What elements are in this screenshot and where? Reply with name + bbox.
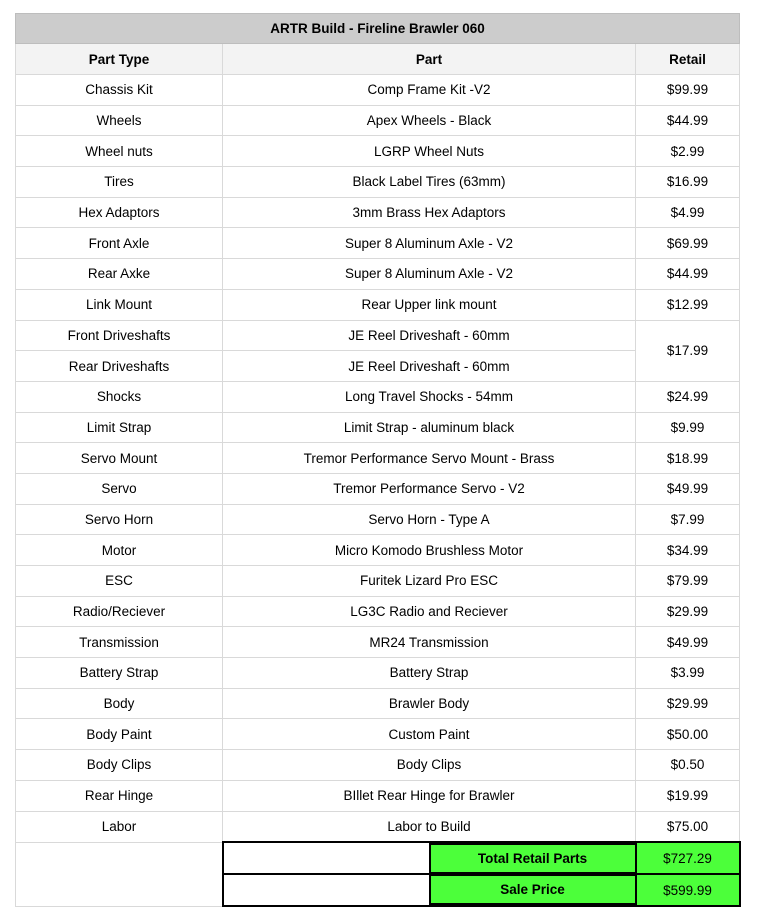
cell-part[interactable]: Furitek Lizard Pro ESC: [223, 566, 636, 597]
cell-retail[interactable]: $29.99: [636, 688, 740, 719]
cell-part[interactable]: Tremor Performance Servo Mount - Brass: [223, 443, 636, 474]
table-row: [16, 719, 740, 750]
total-row: [16, 842, 740, 874]
cell-part-type[interactable]: Wheel nuts: [16, 136, 223, 167]
cell-part[interactable]: Servo Horn - Type A: [223, 504, 636, 535]
cell-part[interactable]: Long Travel Shocks - 54mm: [223, 381, 636, 412]
cell-part-type[interactable]: Battery Strap: [16, 658, 223, 689]
cell-part-type[interactable]: Rear Hinge: [16, 780, 223, 811]
cell-retail[interactable]: $44.99: [636, 259, 740, 290]
cell-retail[interactable]: $3.99: [636, 658, 740, 689]
cell-part[interactable]: Brawler Body: [223, 688, 636, 719]
cell-part[interactable]: Apex Wheels - Black: [223, 105, 636, 136]
cell-part-type[interactable]: Link Mount: [16, 289, 223, 320]
table-row: [16, 473, 740, 504]
cell-retail[interactable]: $75.00: [636, 811, 740, 842]
cell-retail[interactable]: $79.99: [636, 566, 740, 597]
cell-part-type[interactable]: Hex Adaptors: [16, 197, 223, 228]
cell-part[interactable]: Tremor Performance Servo - V2: [223, 473, 636, 504]
cell-retail[interactable]: $7.99: [636, 504, 740, 535]
cell-part[interactable]: BIllet Rear Hinge for Brawler: [223, 780, 636, 811]
cell-part-type[interactable]: Labor: [16, 811, 223, 842]
table-row: [16, 627, 740, 658]
cell-part[interactable]: LG3C Radio and Reciever: [223, 596, 636, 627]
cell-part[interactable]: JE Reel Driveshaft - 60mm: [223, 351, 636, 382]
cell-retail[interactable]: $44.99: [636, 105, 740, 136]
cell-retail[interactable]: $69.99: [636, 228, 740, 259]
cell-part[interactable]: Micro Komodo Brushless Motor: [223, 535, 636, 566]
cell-part[interactable]: MR24 Transmission: [223, 627, 636, 658]
cell-part-type[interactable]: Front Driveshafts: [16, 320, 223, 351]
cell-part-type[interactable]: Limit Strap: [16, 412, 223, 443]
cell-retail[interactable]: $49.99: [636, 473, 740, 504]
table-row: [16, 75, 740, 106]
cell-retail[interactable]: $16.99: [636, 167, 740, 198]
cell-part-type[interactable]: Chassis Kit: [16, 75, 223, 106]
cell-part[interactable]: Rear Upper link mount: [223, 289, 636, 320]
table-row: [16, 167, 740, 198]
cell-part[interactable]: Body Clips: [223, 750, 636, 781]
cell-retail[interactable]: $4.99: [636, 197, 740, 228]
cell-part-type[interactable]: Radio/Reciever: [16, 596, 223, 627]
cell-part[interactable]: Battery Strap: [223, 658, 636, 689]
table-row: [16, 658, 740, 689]
highlight-label-cell[interactable]: [223, 842, 636, 874]
cell-part-type[interactable]: Servo: [16, 473, 223, 504]
table-row: [16, 320, 740, 351]
cell-part-type[interactable]: Rear Axke: [16, 259, 223, 290]
cell-part[interactable]: Limit Strap - aluminum black: [223, 412, 636, 443]
header-part[interactable]: Part: [223, 44, 636, 75]
table-row: [16, 197, 740, 228]
table-row: [16, 750, 740, 781]
table-row: [16, 136, 740, 167]
cell-part-type[interactable]: Wheels: [16, 105, 223, 136]
table-row: [16, 105, 740, 136]
total-retail-label: Total Retail Parts: [429, 843, 635, 873]
sheet-title[interactable]: ARTR Build - Fireline Brawler 060: [16, 14, 740, 44]
table-row: [16, 259, 740, 290]
cell-part-type[interactable]: ESC: [16, 566, 223, 597]
table-row: [16, 566, 740, 597]
table-row: [16, 351, 740, 382]
cell-retail[interactable]: $29.99: [636, 596, 740, 627]
cell-part[interactable]: Black Label Tires (63mm): [223, 167, 636, 198]
cell-retail[interactable]: $12.99: [636, 289, 740, 320]
table-row: [16, 228, 740, 259]
cell-part-type[interactable]: Body: [16, 688, 223, 719]
cell-retail[interactable]: $17.99: [636, 320, 740, 381]
cell-part[interactable]: Comp Frame Kit -V2: [223, 75, 636, 106]
cell-retail[interactable]: $19.99: [636, 780, 740, 811]
table-row: [16, 688, 740, 719]
cell-part-type[interactable]: Front Axle: [16, 228, 223, 259]
sale-price-value[interactable]: $599.99: [636, 874, 740, 906]
table-row: [16, 780, 740, 811]
highlight-label-cell[interactable]: [223, 874, 636, 906]
cell-retail[interactable]: $9.99: [636, 412, 740, 443]
cell-retail[interactable]: $49.99: [636, 627, 740, 658]
blank-cell[interactable]: [16, 842, 223, 906]
cell-retail[interactable]: $0.50: [636, 750, 740, 781]
cell-part[interactable]: Super 8 Aluminum Axle - V2: [223, 259, 636, 290]
parts-table: [15, 13, 741, 907]
cell-part-type[interactable]: Motor: [16, 535, 223, 566]
cell-retail[interactable]: $24.99: [636, 381, 740, 412]
table-row: [16, 504, 740, 535]
cell-part-type[interactable]: Body Paint: [16, 719, 223, 750]
cell-part[interactable]: LGRP Wheel Nuts: [223, 136, 636, 167]
cell-part-type[interactable]: Tires: [16, 167, 223, 198]
cell-retail[interactable]: $99.99: [636, 75, 740, 106]
cell-part[interactable]: Super 8 Aluminum Axle - V2: [223, 228, 636, 259]
cell-part-type[interactable]: Rear Driveshafts: [16, 351, 223, 382]
header-part-type[interactable]: Part Type: [16, 44, 223, 75]
cell-part-type[interactable]: Transmission: [16, 627, 223, 658]
cell-retail[interactable]: $34.99: [636, 535, 740, 566]
cell-part[interactable]: 3mm Brass Hex Adaptors: [223, 197, 636, 228]
table-row: [16, 381, 740, 412]
cell-part-type[interactable]: Body Clips: [16, 750, 223, 781]
table-row: [16, 535, 740, 566]
cell-part[interactable]: Custom Paint: [223, 719, 636, 750]
table-row: [16, 412, 740, 443]
cell-part[interactable]: JE Reel Driveshaft - 60mm: [223, 320, 636, 351]
header-retail[interactable]: Retail: [636, 44, 740, 75]
table-row: [16, 811, 740, 842]
table-row: [16, 596, 740, 627]
total-retail-value[interactable]: $727.29: [636, 842, 740, 874]
cell-part-type[interactable]: Servo Horn: [16, 504, 223, 535]
table-row: [16, 443, 740, 474]
cell-retail[interactable]: $50.00: [636, 719, 740, 750]
cell-part[interactable]: Labor to Build: [223, 811, 636, 842]
cell-part-type[interactable]: Shocks: [16, 381, 223, 412]
cell-part-type[interactable]: Servo Mount: [16, 443, 223, 474]
table-row: [16, 289, 740, 320]
sale-price-label: Sale Price: [429, 875, 635, 905]
cell-retail[interactable]: $2.99: [636, 136, 740, 167]
cell-retail[interactable]: $18.99: [636, 443, 740, 474]
